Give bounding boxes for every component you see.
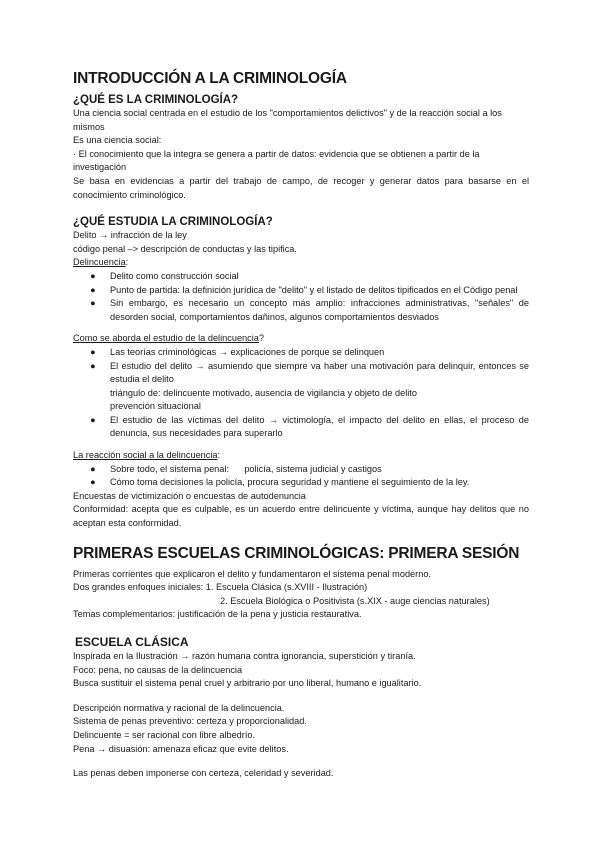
list-item	[73, 284, 529, 298]
question-mark: ?	[258, 333, 265, 344]
paragraph: Foco: pena, no causas de la delincuencia	[73, 664, 243, 675]
underlined-label: Delincuencia	[73, 257, 126, 268]
paragraph: Las penas deben imponerse con certeza, celeridad y severidad.	[73, 768, 334, 779]
delincuencia-list	[73, 270, 529, 324]
list-item-text: Punto de partida: la definición jurídica de "delito" y el listado de delitos tipificados en el Código penal	[110, 284, 518, 295]
bullet-icon: ●	[90, 414, 96, 425]
sub-item: prevención situacional	[110, 401, 201, 412]
heading-que-es: ¿QUÉ ES LA CRIMINOLOGÍA?	[73, 94, 239, 106]
bullet-icon: ●	[90, 360, 96, 371]
paragraph: Se basa en evidencias a partir del trabajo de campo, de recoger y generar datos para basarse en el conocimiento criminológico.	[73, 175, 529, 200]
aborda-list	[73, 346, 529, 387]
list-item-text: Sin embargo, es necesario un concepto más amplio: infracciones administrativas, "señales" de desorden social, comportamientos dañinos, algunos comportamientos desviados	[110, 298, 529, 322]
bullet-icon: ●	[90, 346, 96, 357]
document-title: INTRODUCCIÓN A LA CRIMINOLOGÍA	[73, 70, 347, 87]
subheading-delincuencia	[73, 256, 529, 270]
paragraph: Primeras corrientes que explicaron el delito y fundamentaron el sistema penal moderno.	[73, 568, 431, 579]
paragraph: Sistema de penas preventivo: certeza y proporcionalidad.	[73, 716, 307, 727]
paragraph: Delito → infracción de la ley	[73, 230, 187, 241]
subheading-reaccion	[73, 449, 529, 463]
heading-escuela-clasica: ESCUELA CLÁSICA	[75, 635, 189, 649]
subheading-aborda	[73, 332, 529, 346]
reaccion-list	[73, 463, 529, 490]
paragraph: Conformidad: acepta que es culpable, es un acuerdo entre delincuente y víctima, aunque hay delitos que no aceptan esta conformidad.	[73, 504, 529, 529]
bullet-icon: ●	[90, 284, 96, 295]
bullet-icon: ●	[90, 463, 96, 474]
colon: :	[217, 450, 221, 461]
paragraph: código penal –> descripción de conductas y las tipifica.	[73, 243, 297, 254]
document-content	[73, 70, 529, 781]
paragraph: Pena → disuasión: amenaza eficaz que evite delitos.	[73, 743, 289, 754]
sub-item: triángulo de: delincuente motivado, ausencia de vigilancia y objeto de delito	[110, 387, 417, 398]
paragraph: · El conocimiento que la integra se genera a partir de datos: evidencia que se obtienen a partir de la investigación	[73, 148, 480, 173]
underlined-label: La reacción social a la delincuencia	[73, 450, 218, 461]
list-item-text: Cómo toma decisiones la policía, procura seguridad y mantiene el seguimiento de la ley.	[110, 477, 470, 488]
list-item-text: El estudio de las víctimas del delito → victimología, el impacto del delito en ellas, el proceso de denuncia, sus necesidades para superarlo	[110, 414, 529, 439]
paragraph: Una ciencia social centrada en el estudio de los "comportamientos delictivos" y de la reacción social a los mismos	[73, 108, 502, 132]
paragraph: Descripción normativa y racional de la delincuencia.	[73, 702, 285, 713]
list-item-text: Las teorías criminológicas → explicaciones de porque se delinquen	[110, 346, 385, 357]
paragraph: 2. Escuela Biológica o Positivista (s.XIX - auge ciencias naturales)	[220, 595, 490, 606]
section-title-escuelas: PRIMERAS ESCUELAS CRIMINOLÓGICAS: PRIMERA SESIÓN	[73, 544, 520, 562]
list-item	[73, 360, 529, 387]
paragraph: Busca sustituir el sistema penal cruel y arbitrario por uno liberal, humano e igualitario.	[73, 678, 422, 689]
list-item-text: Sobre todo, el sistema penal: policía, sistema judicial y castigos	[110, 463, 382, 474]
paragraph: Dos grandes enfoques iniciales: 1. Escuela Clásica (s.XVIII - Ilustración)	[73, 582, 368, 593]
list-item-text: Delito como construcción social	[110, 270, 239, 281]
heading-que-estudia: ¿QUÉ ESTUDIA LA CRIMINOLOGÍA?	[73, 216, 273, 229]
bullet-icon: ●	[90, 298, 96, 309]
bullet-icon: ●	[90, 270, 96, 281]
list-item-text: El estudio del delito → asumiendo que siempre va haber una motivación para delinquir, entonces se estudia el delito	[110, 360, 529, 385]
paragraph: Inspirada en la Ilustración → razón humana contra ignorancia, superstición y tiranía.	[73, 651, 416, 661]
bullet-icon: ●	[90, 477, 96, 488]
paragraph: Temas complementarios: justificación de la pena y justicia restaurativa.	[73, 609, 362, 620]
list-item	[73, 346, 529, 360]
list-item	[73, 463, 529, 477]
paragraph: Delincuente = ser racional con libre albedrío.	[73, 729, 256, 740]
paragraph: Encuestas de victimización o encuestas de autodenuncia	[73, 490, 306, 501]
colon: :	[125, 257, 129, 268]
list-item	[73, 414, 529, 441]
aborda-list-cont	[73, 414, 529, 441]
list-item	[73, 297, 529, 324]
paragraph: Es una ciencia social:	[73, 135, 162, 146]
list-item	[73, 270, 529, 284]
underlined-label: Como se aborda el estudio de la delincuencia	[73, 333, 259, 344]
list-item	[73, 476, 529, 490]
